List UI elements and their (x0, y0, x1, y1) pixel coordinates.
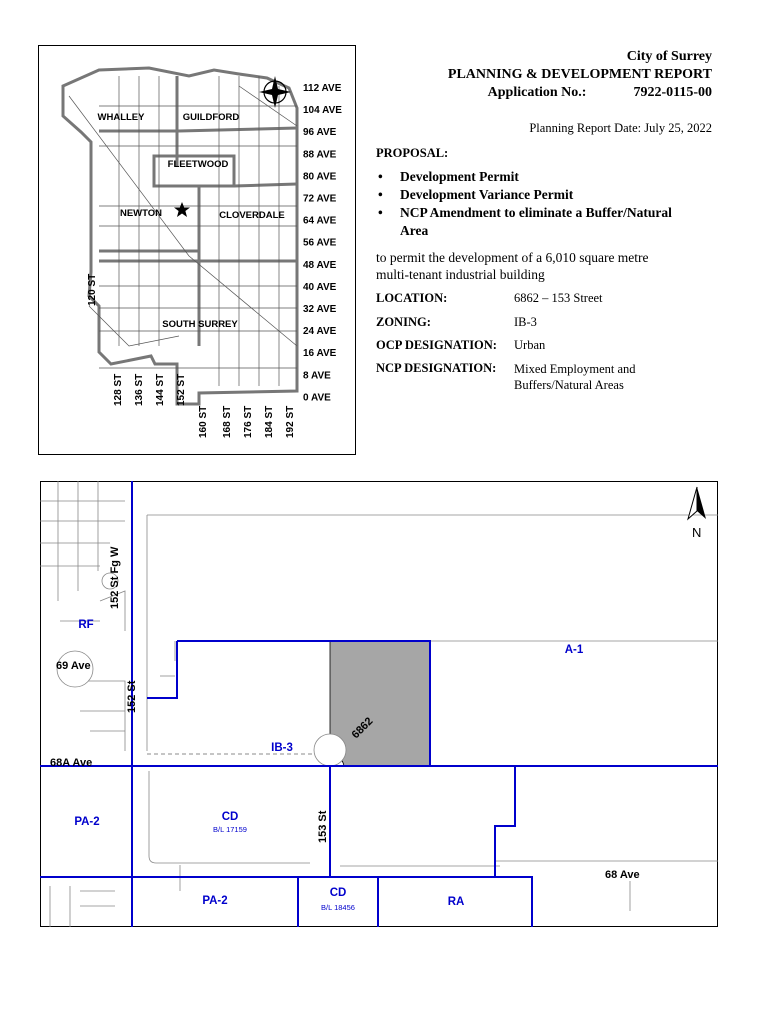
road-152-st-fg-w: 152 St Fg W (109, 546, 121, 609)
zone-pa2-left: PA-2 (74, 816, 100, 828)
street-label: 144 ST (155, 373, 166, 406)
zone-ib3: IB-3 (271, 742, 293, 754)
location-value: 6862 – 153 Street (514, 291, 603, 305)
zone-cd-2-bylaw: B/L 18456 (321, 903, 355, 912)
location-label: LOCATION: (376, 291, 448, 305)
avenue-label: 24 AVE (303, 326, 337, 338)
subject-address-label: 6862 (349, 715, 376, 742)
proposal-list (376, 168, 716, 240)
cul-de-sac-153 (314, 734, 346, 766)
report-header (448, 48, 712, 102)
zone-pa2-bottom: PA-2 (202, 895, 228, 907)
site-map-graphic (40, 481, 718, 927)
application-label: Application No.: (487, 85, 587, 100)
proposal-heading: PROPOSAL: (376, 146, 449, 160)
road-152-st: 152 St (126, 680, 138, 713)
street-label: 160 ST (198, 405, 209, 438)
zoning-value: IB-3 (514, 315, 537, 329)
street-label: 192 ST (285, 405, 296, 438)
report-title: PLANNING & DEVELOPMENT REPORT (447, 67, 712, 82)
report-date: July 25, 2022 (644, 121, 712, 135)
zone-cd-1-bylaw: B/L 17159 (213, 825, 247, 834)
avenue-label: 32 AVE (303, 304, 337, 315)
town-newton-label: NEWTON (119, 208, 163, 219)
zone-ra: RA (447, 896, 465, 908)
key-map-graphic (39, 46, 355, 454)
road-69-ave: 69 Ave (56, 660, 91, 672)
street-label: 128 ST (113, 373, 124, 406)
street-label: 184 ST (264, 405, 275, 438)
ocp-value: Urban (514, 338, 546, 352)
zone-rf: RF (78, 619, 94, 631)
road-153-st: 153 St (317, 810, 329, 843)
road-68-ave: 68 Ave (605, 869, 640, 881)
city-name: City of Surrey (626, 49, 712, 64)
street-label: 152 ST (176, 373, 187, 406)
proposal-item: • Development Variance Permit (376, 186, 716, 204)
avenue-label: 112 AVE (303, 83, 342, 94)
ocp-label: OCP DESIGNATION: (376, 338, 497, 352)
avenue-label: 104 AVE (303, 105, 342, 117)
town-fleetwood-label: FLEETWOOD (167, 159, 229, 170)
street-label: 176 ST (243, 405, 254, 438)
proposal-item: • NCP Amendment to eliminate a Buffer/Natural Area (376, 204, 716, 240)
north-label: N (692, 525, 702, 540)
application-number: 7922-0115-00 (633, 85, 712, 100)
avenue-label: 8 AVE (303, 370, 331, 382)
zoning-label: ZONING: (376, 315, 431, 329)
proposal-description: to permit the development of a 6,010 square metre multi-tenant industrial building (376, 250, 649, 282)
site-map (40, 481, 718, 927)
report-date-line (529, 121, 712, 136)
town-guildford-label: GUILDFORD (182, 112, 240, 123)
town-cloverdale-label: CLOVERDALE (219, 210, 285, 221)
town-south-surrey-label: SOUTH SURREY (162, 319, 238, 330)
report-date-label: Planning Report Date: (529, 121, 642, 135)
avenue-label: 72 AVE (303, 193, 337, 205)
avenue-label: 48 AVE (303, 259, 337, 271)
site-location-star-icon (174, 202, 190, 217)
proposal-item: • Development Permit (376, 168, 716, 186)
avenue-label: 16 AVE (303, 348, 337, 360)
avenue-label: 0 AVE (303, 392, 331, 404)
avenue-label: 64 AVE (303, 215, 337, 227)
application-line (448, 84, 712, 102)
zone-a1: A-1 (564, 644, 584, 656)
ncp-value: Mixed Employment and Buffers/Natural Areas (514, 362, 636, 392)
town-whalley-label: WHALLEY (97, 112, 145, 123)
street-120-label: 120 ST (87, 273, 98, 306)
street-label: 168 ST (222, 405, 233, 438)
road-68a-ave: 68A Ave (50, 757, 93, 769)
avenue-label: 40 AVE (303, 281, 337, 293)
zone-cd-1: CD (221, 811, 239, 823)
avenue-label: 80 AVE (303, 171, 337, 183)
key-map (38, 45, 356, 455)
zone-cd-2: CD (329, 887, 347, 899)
avenue-label: 96 AVE (303, 127, 337, 139)
ncp-label: NCP DESIGNATION: (376, 361, 497, 375)
street-label: 136 ST (134, 373, 145, 406)
avenue-label: 88 AVE (303, 149, 337, 161)
avenue-label: 56 AVE (303, 237, 337, 249)
